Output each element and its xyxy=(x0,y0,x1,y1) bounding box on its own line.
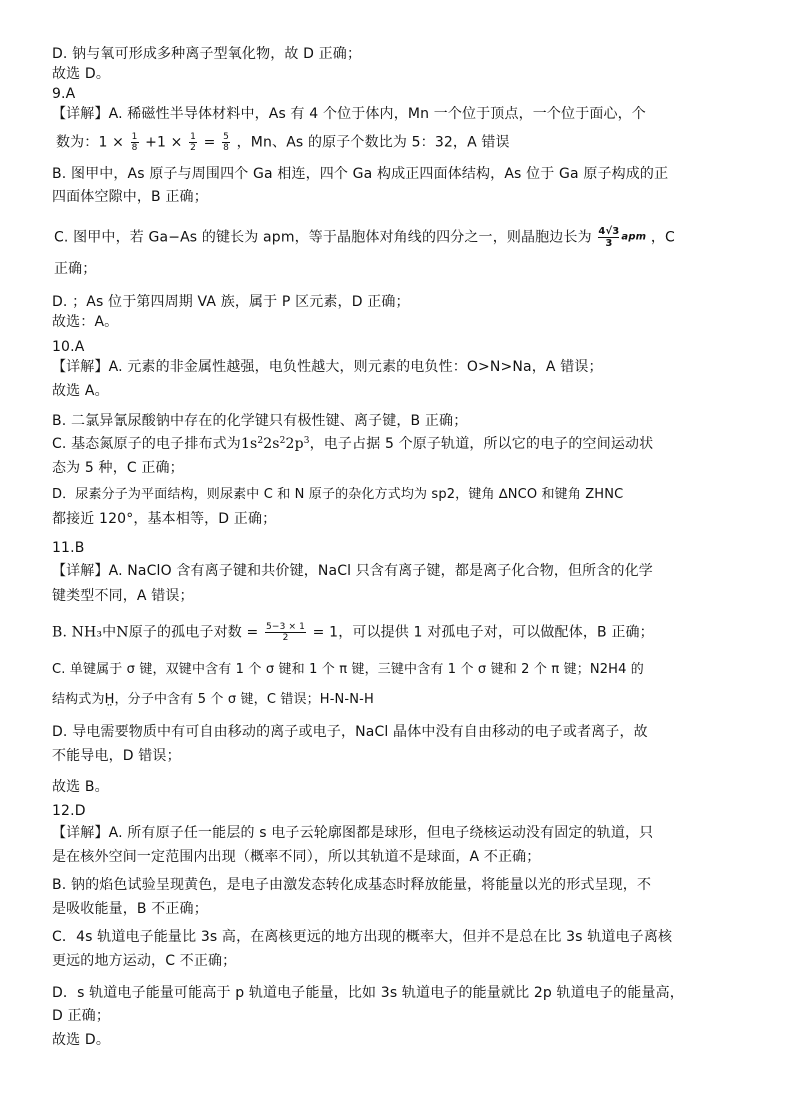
lone-pair-fraction: $\frac{5-3 \times 1}{2}$ xyxy=(266,622,306,643)
text-line: 是在核外空间一定范围内出现（概率不同），所以其轨道不是球面，A 不正确； xyxy=(52,849,541,865)
text-line: D 正确； xyxy=(52,1008,110,1024)
text-line: 故选：A。 xyxy=(52,314,119,330)
text-line: 故选 D。 xyxy=(52,66,110,82)
formula-line: 数为：1 × $\frac{1}{8}$ +1 × $\frac{1}{2}$ = $\frac{5}{8}$ ，Mn、As 的原子个数比为 5：32，A 错误 xyxy=(56,132,510,153)
text-line: 故选 B。 xyxy=(52,779,109,795)
text-line: 【详解】A. NaClO 含有离子键和共价键，NaCl 只含有离子键，都是离子化合物，但所含的化学 xyxy=(52,563,653,579)
fraction-one-eighth: $\frac{1}{8}$ xyxy=(131,132,138,153)
text-line: D. 导电需要物质中有可自由移动的离子或电子，NaCl 晶体中没有自由移动的电子或者离子，故 xyxy=(52,724,648,740)
question-number: 10.A xyxy=(52,339,85,355)
question-number: 11.B xyxy=(52,540,85,556)
text-line: 故选 A。 xyxy=(52,383,109,399)
text-line: B. 二氯异氰尿酸钠中存在的化学键只有极性键、离子键，B 正确； xyxy=(52,413,468,429)
text-line: D．s 轨道电子能量可能高于 p 轨道电子能量，比如 3s 轨道电子的能量就比 2p 轨道电子的能量高， xyxy=(52,985,684,1001)
formula-line: B. NH₃中N原子的孤电子对数 = $\frac{5-3 \times 1}{2}$ = 1，可以提供 1 对孤电子对，可以做配体，B 正确； xyxy=(52,622,654,643)
text-line: 是吸收能量，B 不正确； xyxy=(52,901,208,917)
edge-length-fraction: $\frac{4√3}{3}$ xyxy=(598,226,620,249)
text-line: 键类型不同，A 错误； xyxy=(52,588,194,604)
text-line: D. 钠与氧可形成多种离子型氧化物，故 D 正确； xyxy=(52,46,362,62)
text-line: 四面体空隙中，B 正确； xyxy=(52,189,208,205)
text-line: 【详解】A. 稀磁性半导体材料中，As 有 4 个位于体内，Mn 一个位于顶点，一个位于面心，个 xyxy=(52,106,646,122)
text-line: 故选 D。 xyxy=(52,1032,110,1048)
text-line: D. ；As 位于第四周期 VA 族，属于 P 区元素，D 正确； xyxy=(52,294,410,310)
fraction-five-eighths: $\frac{5}{8}$ xyxy=(223,132,230,153)
text-line: D．尿素分子为平面结构，则尿素中 C 和 N 原子的杂化方式均为 sp2，键角 ∆NCO 和键角 ZHNC xyxy=(52,487,624,502)
text-line: B. 钠的焰色试验呈现黄色，是电子由激发态转化成基态时释放能量，将能量以光的形式呈现，不 xyxy=(52,877,652,893)
text-line: 更远的地方运动，C 不正确； xyxy=(52,953,237,969)
text-line: B. 图甲中，As 原子与周围四个 Ga 相连，四个 Ga 构成正四面体结构，As 位于 Ga 原子构成的正 xyxy=(52,166,669,182)
text-line: C. 单键属于 σ 键，双键中含有 1 个 σ 键和 1 个 π 键，三键中含有 1 个 σ 键和 2 个 π 键；N2H4 的 xyxy=(52,662,644,677)
electron-configuration: $1s^22s^22p^3$ xyxy=(240,436,310,452)
question-number: 9.A xyxy=(52,86,76,102)
formula-line: C. 图甲中，若 Ga−As 的键长为 apm，等于晶胞体对角线的四分之一，则晶胞边长为 $\frac{4√3}{3}$ apm ，C xyxy=(54,226,675,249)
text-line: 【详解】A. 元素的非金属性越强，电负性越大，则元素的电负性：O>N>Na，A 错误； xyxy=(52,359,603,375)
question-number: 12.D xyxy=(52,803,86,819)
text-line: 都接近 120°，基本相等，D 正确； xyxy=(52,511,277,527)
text-line: 结构式为H̤，分子中含有 5 个 σ 键，C 错误；H-N-N-H xyxy=(52,692,374,707)
text-line: 态为 5 种，C 正确； xyxy=(52,460,184,476)
text-line: 正确； xyxy=(54,261,97,277)
fraction-one-half: $\frac{1}{2}$ xyxy=(190,132,197,153)
text-line: 不能导电，D 错误； xyxy=(52,748,181,764)
formula-line: C. 基态氮原子的电子排布式为$1s^22s^22p^3$，电子占据 5 个原子轨道，所以它的电子的空间运动状 xyxy=(52,436,654,452)
text-line: 【详解】A. 所有原子任一能层的 s 电子云轮廓图都是球形，但电子绕核运动没有固定的轨道，只 xyxy=(52,825,654,841)
text-line: C．4s 轨道电子能量比 3s 高，在离核更远的地方出现的概率大，但并不是总在比 3s 轨道电子离核 xyxy=(52,929,673,945)
